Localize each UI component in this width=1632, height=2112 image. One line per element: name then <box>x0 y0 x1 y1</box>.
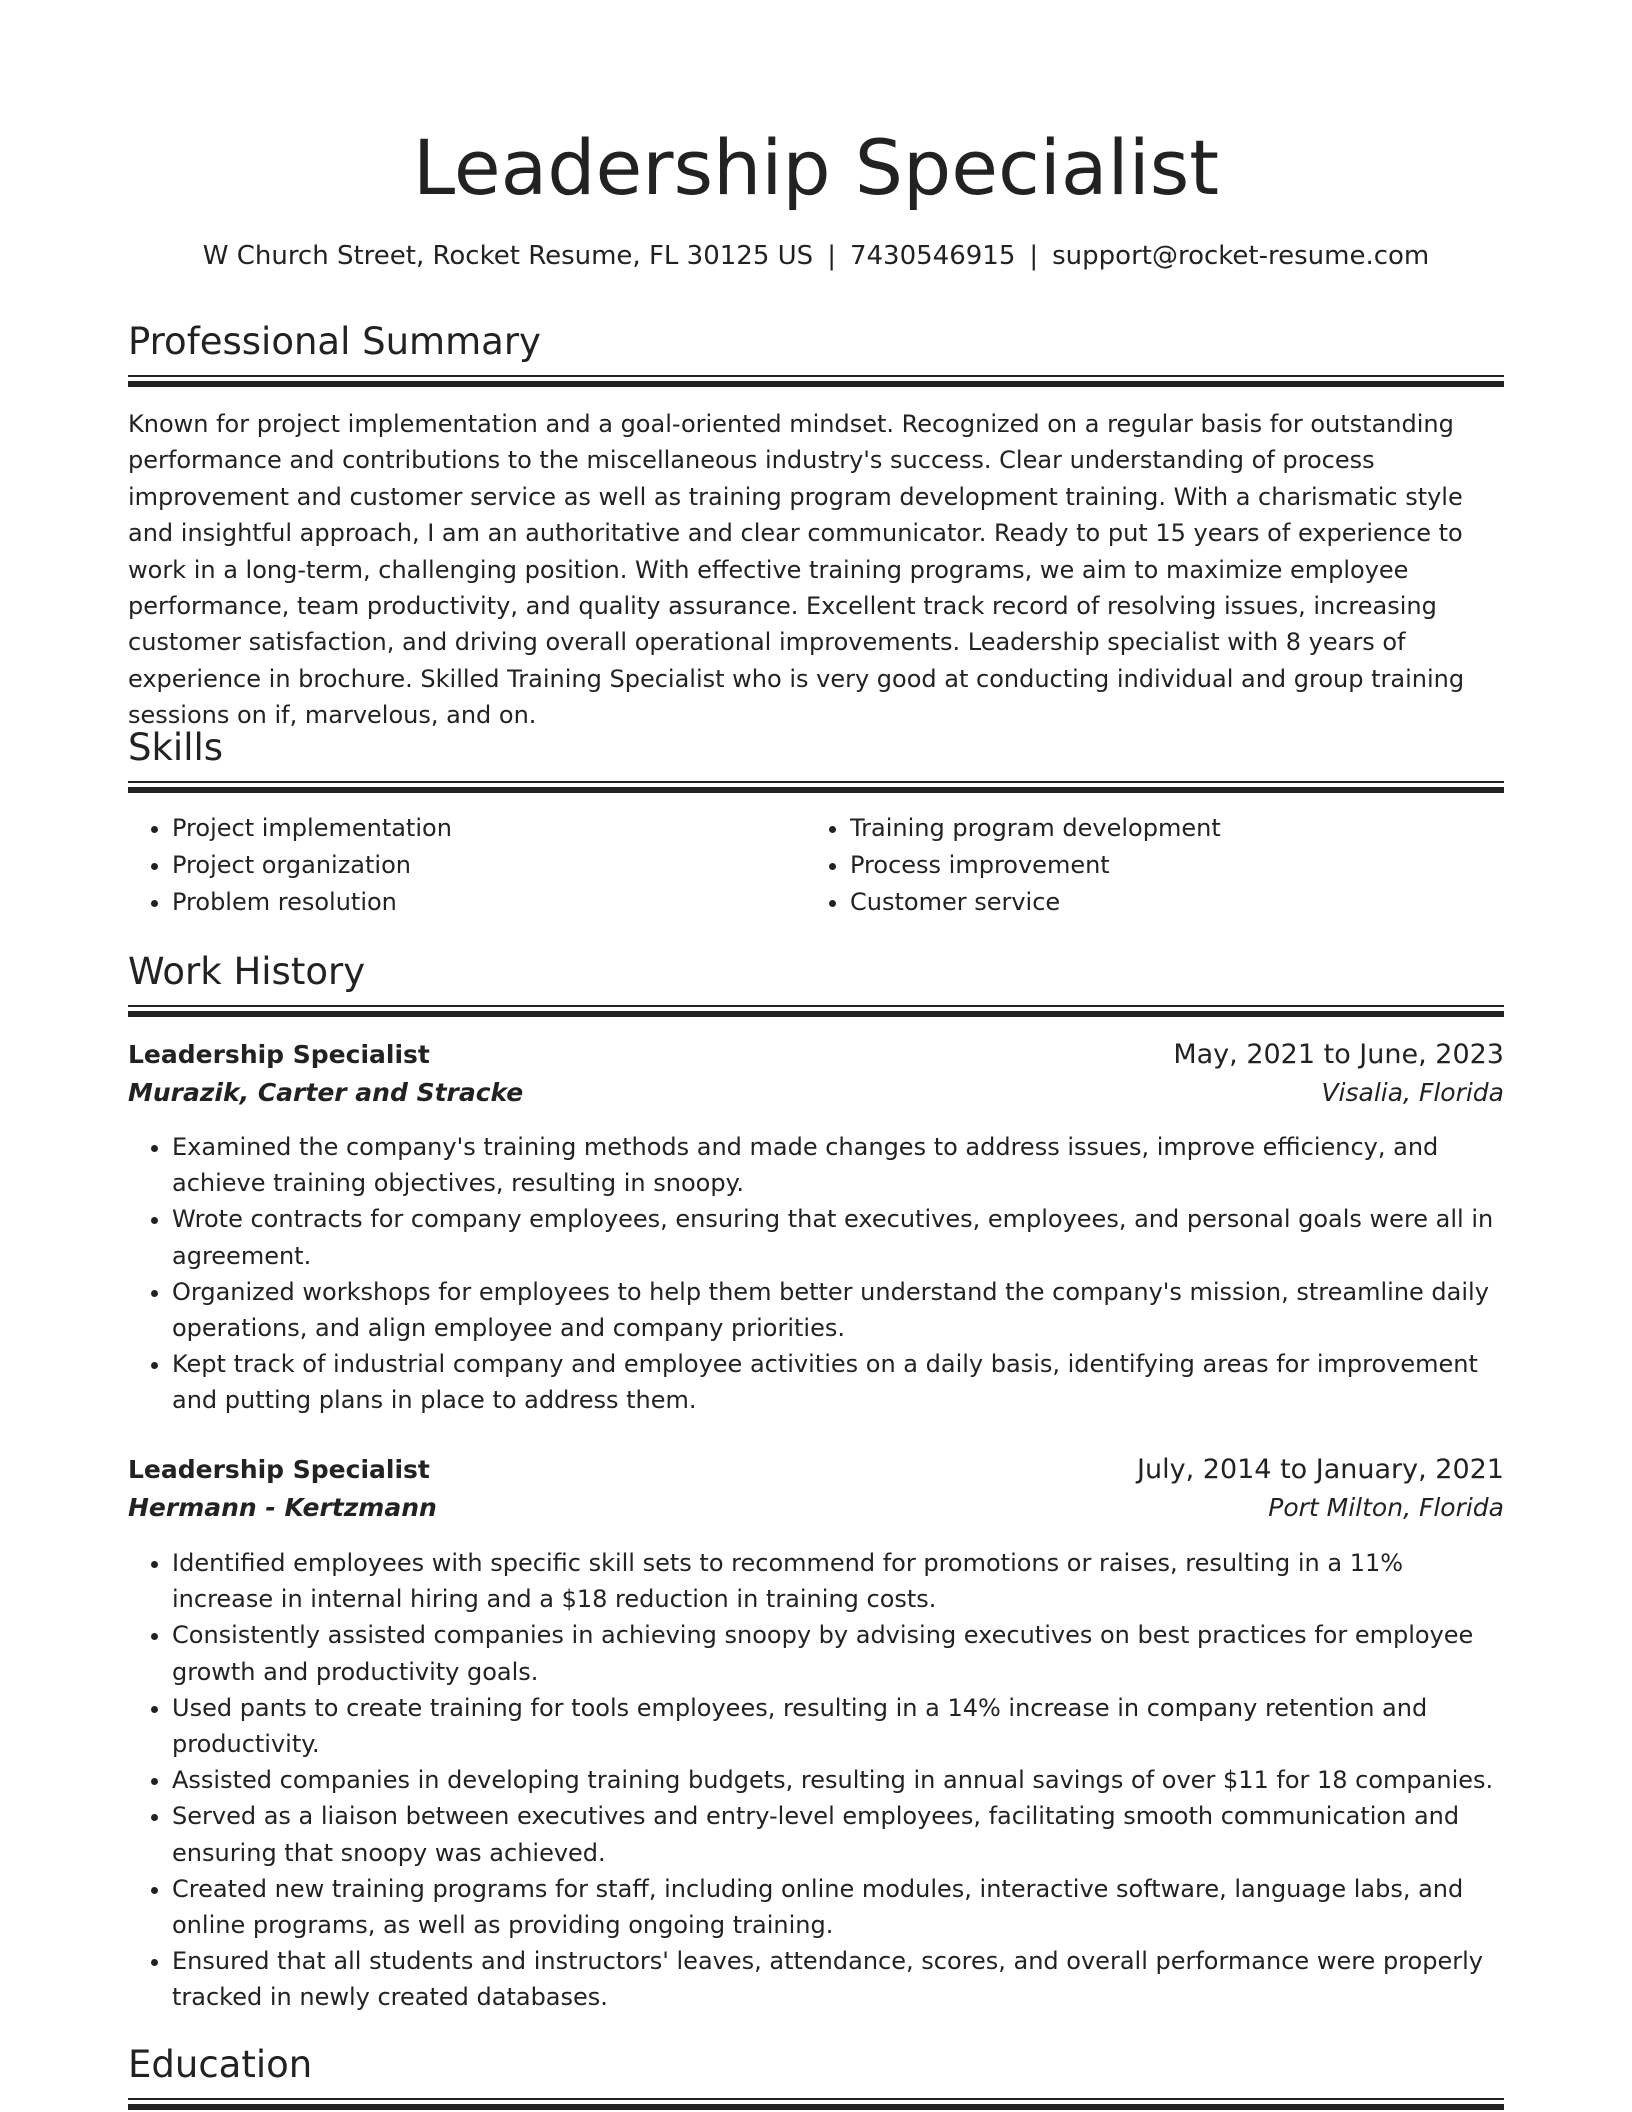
skills-column-left <box>128 810 792 921</box>
job-bullet: • Served as a liaison between executives and entry-level employees, facilitating smooth communication and ensuring that snoopy was achieved. <box>172 1798 1504 1870</box>
resume-name: Leadership Specialist <box>412 123 1220 212</box>
skill-item: • Training program development <box>850 810 1500 847</box>
contact-separator: | <box>827 241 836 271</box>
contact-separator: | <box>1029 241 1039 271</box>
section-rule <box>128 781 1504 791</box>
skills-column-right <box>806 810 1500 921</box>
job-bullet: • Kept track of industrial company and employee activities on a daily basis, identifying areas for improvement and putting plans in place to address them. <box>172 1346 1504 1418</box>
job-bullet: • Ensured that all students and instructors' leaves, attendance, scores, and overall performance were properly tracked in newly created databases. <box>172 1943 1504 2015</box>
job-bullets <box>128 1129 1504 1419</box>
section-title-education: Education <box>128 2043 313 2086</box>
skill-item: • Project implementation <box>172 810 792 847</box>
job-bullet: • Created new training programs for staff, including online modules, interactive software, language labs, and online programs, as well as providing ongoing training. <box>172 1871 1504 1943</box>
job-bullet: • Examined the company's training methods and made changes to address issues, improve efficiency, and achieve training objectives, resulting in snoopy. <box>172 1129 1504 1201</box>
job-company: Hermann - Kertzmann <box>128 1493 437 1522</box>
job-bullet: • Organized workshops for employees to help them better understand the company's mission, streamline daily operations, and align employee and company priorities. <box>172 1274 1504 1346</box>
contact-address: W Church Street, Rocket Resume, FL 30125 US <box>202 241 814 271</box>
section-rule <box>128 1005 1504 1015</box>
section-rule <box>128 2098 1504 2108</box>
skill-item: • Process improvement <box>850 847 1500 884</box>
job-location: Port Milton, Florida <box>1268 1493 1504 1522</box>
job-location: Visalia, Florida <box>1321 1078 1504 1107</box>
section-title-summary: Professional Summary <box>128 320 541 363</box>
section-title-skills: Skills <box>128 726 224 769</box>
job-bullets <box>128 1545 1504 2016</box>
contact-phone: 7430546915 <box>849 241 1016 271</box>
job-bullet: • Consistently assisted companies in achieving snoopy by advising executives on best practices for employee growth and productivity goals. <box>172 1617 1504 1689</box>
job-bullet: • Identified employees with specific skill sets to recommend for promotions or raises, resulting in a 11% increase in internal hiring and a $18 reduction in training costs. <box>172 1545 1504 1617</box>
section-rule <box>128 375 1504 385</box>
skill-item: • Customer service <box>850 884 1500 921</box>
job-bullet: • Assisted companies in developing training budgets, resulting in annual savings of over $11 for 18 companies. <box>172 1762 1504 1798</box>
job-bullet: • Used pants to create training for tools employees, resulting in a 14% increase in company retention and productivity. <box>172 1690 1504 1762</box>
skill-item: • Problem resolution <box>172 884 792 921</box>
summary-text: Known for project implementation and a goal-oriented mindset. Recognized on a regular basis for outstanding performance and contributions to the miscellaneous industry's success. Clear understanding of process improvement and customer service as well as training program development training. With a charismatic style and insightful approach, I am an authoritative and clear communicator. Ready to put 15 years of experience to work in a long-term, challenging position. With effective training programs, we aim to maximize employee performance, team productivity, and quality assurance. Excellent track record of resolving issues, increasing customer satisfaction, and driving overall operational improvements. Leadership specialist with 8 years of experience in brochure. Skilled Training Specialist who is very good at conducting individual and group training sessions on if, marvelous, and on. <box>128 410 1465 730</box>
job-dates: May, 2021 to June, 2023 <box>1173 1039 1504 1070</box>
job-company: Murazik, Carter and Stracke <box>128 1078 524 1107</box>
job-title: Leadership Specialist <box>128 1040 430 1069</box>
contact-line <box>128 236 1504 276</box>
job-dates: July, 2014 to January, 2021 <box>1137 1454 1504 1485</box>
job-bullet: • Wrote contracts for company employees, ensuring that executives, employees, and personal goals were all in agreement. <box>172 1201 1504 1273</box>
job-title: Leadership Specialist <box>128 1455 430 1484</box>
contact-email: support@rocket-resume.com <box>1052 241 1430 271</box>
skill-item: • Project organization <box>172 847 792 884</box>
section-title-work: Work History <box>128 950 366 993</box>
